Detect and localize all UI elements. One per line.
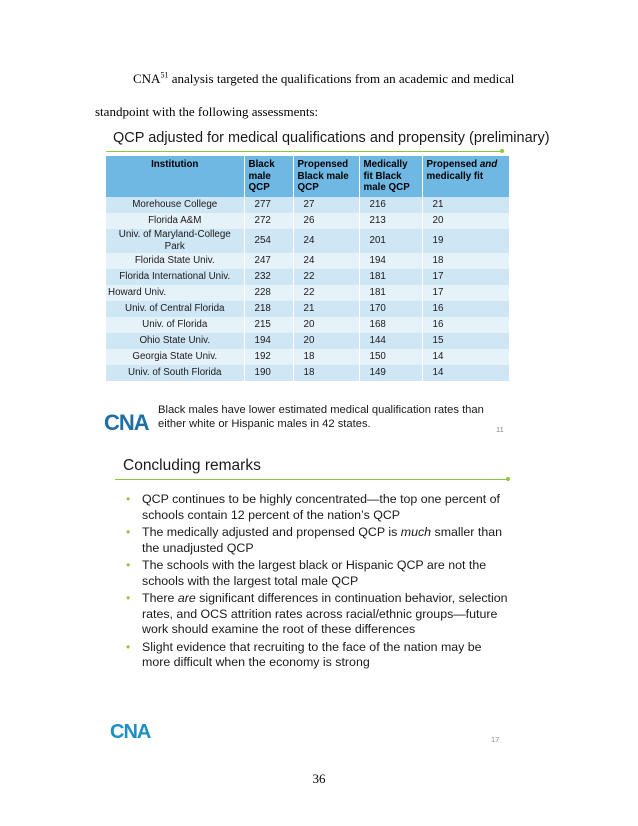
table-row [106,229,509,253]
value-cell: 150 [359,349,422,365]
intro-line-1-text: analysis targeted the qualifications from an academic and medical [168,71,515,86]
value-cell: 277 [244,197,293,213]
slide2-title-rule [115,479,508,480]
slide2-title: Concluding remarks [123,457,261,474]
institution-cell: Morehouse College [106,197,244,213]
slide1-title: QCP adjusted for medical qualifications and propensity (preliminary) [113,130,550,146]
slide1-rule-dot [500,149,504,153]
value-cell: 24 [293,229,359,253]
table-row [106,333,509,349]
value-cell: 20 [422,213,509,229]
table-row [106,285,509,301]
list-item: • The medically adjusted and propensed QCP is much smaller than the unadjusted QCP [126,525,502,555]
bullet-icon: • [126,558,131,572]
value-cell: 201 [359,229,422,253]
table-row [106,197,509,213]
institution-cell: Florida A&M [106,213,244,229]
bullet-icon: • [126,591,131,605]
value-cell: 168 [359,317,422,333]
bullet-icon: • [126,525,131,539]
table-row [106,349,509,365]
slide2-page-number: 17 [491,735,500,744]
col-header-propensed-qcp: Propensed Black male QCP [293,156,359,197]
table-row [106,269,509,285]
value-cell: 22 [293,269,359,285]
institution-cell: Florida International Univ. [106,269,244,285]
value-cell: 194 [244,333,293,349]
value-cell: 18 [293,349,359,365]
value-cell: 181 [359,269,422,285]
list-item: • There are significant differences in continuation behavior, selection rates, and OCS attrition rates across racial/ethnic groups—future work should examine the root of these differences [126,591,508,636]
value-cell: 16 [422,301,509,317]
cna-logo: CNA [110,721,151,743]
intro-line-1 [133,70,593,88]
value-cell: 272 [244,213,293,229]
table-row [106,317,509,333]
institution-cell: Florida State Univ. [106,253,244,269]
value-cell: 26 [293,213,359,229]
table-header-row [106,156,509,197]
value-cell: 21 [422,197,509,213]
list-item: • The schools with the largest black or Hispanic QCP are not the schools with the largest total male QCP [126,558,487,588]
value-cell: 18 [422,253,509,269]
concluding-bullets [120,492,510,673]
value-cell: 17 [422,269,509,285]
value-cell: 192 [244,349,293,365]
table-row [106,365,509,381]
institution-cell: Univ. of Florida [106,317,244,333]
page-number: 36 [312,771,326,786]
table-row [106,213,509,229]
value-cell: 194 [359,253,422,269]
value-cell: 21 [293,301,359,317]
value-cell: 213 [359,213,422,229]
value-cell: 20 [293,333,359,349]
value-cell: 247 [244,253,293,269]
bullet-icon: • [126,639,131,654]
institution-cell: Georgia State Univ. [106,349,244,365]
value-cell: 216 [359,197,422,213]
value-cell: 17 [422,285,509,301]
intro-cna: CNA [133,71,161,86]
col-header-medically-fit-qcp: Medically fit Black male QCP [359,156,422,197]
institution-cell: Univ. of South Florida [106,365,244,381]
value-cell: 22 [293,285,359,301]
table-body [106,197,509,381]
institution-cell: Howard Univ. [106,285,244,301]
slide1-title-rule [106,151,501,152]
cna-logo: CNA [104,410,149,435]
institution-cell: Univ. of Maryland-College Park [106,229,244,253]
value-cell: 232 [244,269,293,285]
value-cell: 254 [244,229,293,253]
value-cell: 24 [293,253,359,269]
value-cell: 190 [244,365,293,381]
value-cell: 19 [422,229,509,253]
institution-cell: Univ. of Central Florida [106,301,244,317]
slide1-footnote: Black males have lower estimated medical qualification rates than either white or Hispanic males in 42 states. [158,404,484,430]
value-cell: 181 [359,285,422,301]
table-row [106,253,509,269]
value-cell: 170 [359,301,422,317]
value-cell: 27 [293,197,359,213]
qcp-table [106,156,509,381]
slide1-page-number: 11 [496,425,504,434]
list-item: • Slight evidence that recruiting to the face of the nation may be more difficult when the economy is strong [126,639,482,669]
institution-cell: Ohio State Univ. [106,333,244,349]
value-cell: 215 [244,317,293,333]
list-item: • QCP continues to be highly concentrated—the top one percent of schools contain 12 percent of the nation’s QCP [126,492,500,522]
table-row [106,301,509,317]
value-cell: 144 [359,333,422,349]
col-header-institution: Institution [106,156,244,197]
slide2-rule-dot [506,477,510,481]
col-header-black-male-qcp: Black male QCP [244,156,293,197]
value-cell: 16 [422,317,509,333]
footnote-ref[interactable]: 51 [160,70,169,80]
intro-line-2: standpoint with the following assessments: [95,104,319,119]
value-cell: 149 [359,365,422,381]
bullet-icon: • [126,492,131,506]
value-cell: 14 [422,349,509,365]
value-cell: 18 [293,365,359,381]
value-cell: 20 [293,317,359,333]
value-cell: 15 [422,333,509,349]
value-cell: 14 [422,365,509,381]
value-cell: 218 [244,301,293,317]
col-header-propensed-and-fit: Propensed and medically fit [422,156,509,197]
value-cell: 228 [244,285,293,301]
